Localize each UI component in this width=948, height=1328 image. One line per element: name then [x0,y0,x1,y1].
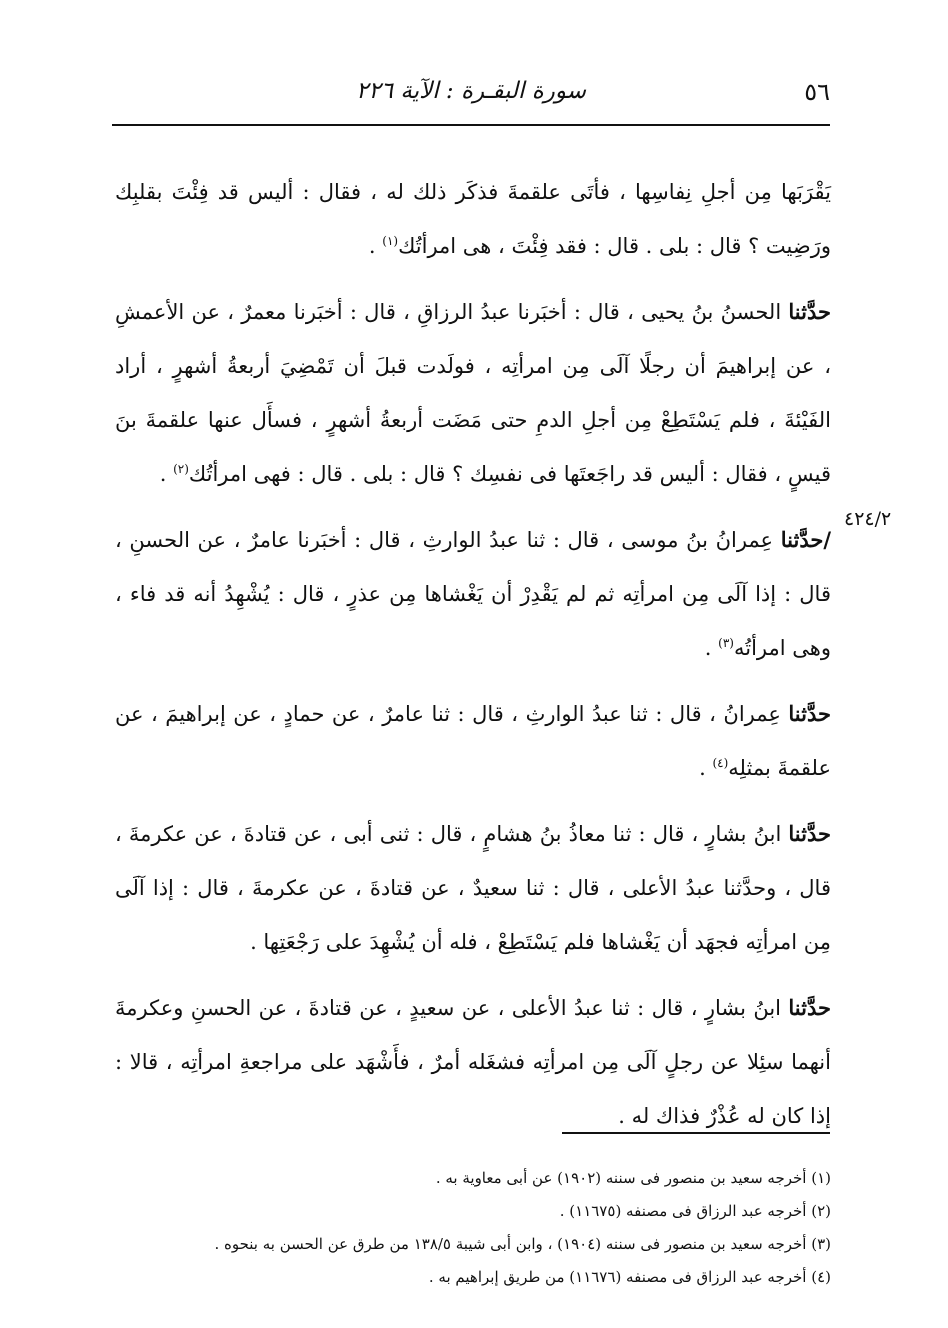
footnote-ref[interactable]: (٢) [173,462,189,476]
running-title: سورة البقـرة : الآية ٢٢٦ [355,78,587,104]
paragraph-text: يَقْرَبَها مِن أجلِ نِفاسِها ، فأتَى علقمةَ فذكَر ذلك له ، فقال : أليس قد فِئْتَ بقلبِك ورَضِيت ؟ قال : بلى . قال : فقد فِئْتَ ، هى امرأتُك [115,180,831,258]
footnote-2: (٢) أخرجه عبد الرزاق فى مصنفه (١١٦٧٥) . [559,1202,831,1220]
footnote-ref[interactable]: (١) [382,234,399,248]
footnote-3: (٣) أخرجه سعيد بن منصور فى سننه (١٩٠٤) ، وابن أبى شيبة ١٣٨/٥ من طرق عن الحسن به بنحوه . [214,1235,831,1253]
paragraph-tail: . [368,234,383,258]
paragraph-lead: حدَّثنا [788,821,831,846]
paragraph [115,687,831,795]
paragraph-text: ابنُ بشارٍ ، قال : ثنا معاذُ بنُ هشامٍ ، قال : ثنى أبى ، عن قتادةَ ، عن عكرمةَ ، قال ، وحدَّثنا عبدُ الأعلى ، قال : ثنا سعيدٌ ، عن قتادةَ ، عن عكرمةَ ، قال : إذا آلَى مِن امرأتِه فجهَد أن يَغْشاها فلم يَسْتَطِعْ ، فله أن يُشْهِدَ على رَجْعَتِها . [115,822,831,954]
footnote-4: (٤) أخرجه عبد الرزاق فى مصنفه (١١٦٧٦) من طريق إبراهيم به . [428,1268,831,1286]
main-text [115,165,831,1143]
paragraph [115,513,831,675]
footnote-rule [562,1132,830,1134]
paragraph [115,981,831,1143]
paragraph [115,807,831,969]
page-header [112,78,830,118]
paragraph-lead: حدَّثنا [788,701,831,726]
footnote-1: (١) أخرجه سعيد بن منصور فى سننه (١٩٠٢) عن أبى معاوية به . [435,1169,831,1187]
header-rule [112,124,830,126]
page-number: ٥٦ [804,78,830,106]
footnote-ref[interactable]: (٣) [718,636,734,650]
paragraph-tail: . [159,462,174,486]
paragraph-tail: . [699,756,713,780]
paragraph-tail: . [704,636,719,660]
footnote-ref[interactable]: (٤) [712,756,729,770]
footnotes [115,1162,831,1294]
paragraph [115,165,831,273]
paragraph [115,285,831,501]
paragraph-text: الحسنُ بنُ يحيى ، قال : أخبَرنا عبدُ الرزاقِ ، قال : أخبَرنا معمرٌ ، عن الأعمشِ ، عن إبراهيمَ أن رجلًا آلَى مِن امرأتِه ، فولَدت قبلَ أن تَمْضِيَ أربعةُ أشهرٍ ، أراد الفَيْئةَ ، فلم يَسْتَطِعْ مِن أجلِ الدمِ حتى مَضَت أربعةُ أشهرٍ ، فسأَل عنها علقمةَ بنَ قيسٍ ، فقال : أليس قد راجَعتَها فى نفسِك ؟ قال : بلى . قال : فهى امرأتُك [115,300,831,486]
margin-reference: ٤٢٤/٢ [844,508,892,530]
paragraph-text: ابنُ بشارٍ ، قال : ثنا عبدُ الأعلى ، عن سعيدٍ ، عن قتادةَ ، عن الحسنِ وعكرمةَ أنهما سئِلا عن رجلٍ آلَى مِن امرأتِه فشغَله أمرٌ ، فأَشْهَد على مراجعةِ امرأتِه ، قالا : إذا كان له عُذْرٌ فذاك له . [115,996,831,1128]
paragraph-lead: /حدَّثنا [780,527,831,552]
paragraph-lead: حدَّثنا [788,299,831,324]
paragraph-text: عِمرانُ بنُ موسى ، قال : ثنا عبدُ الوارثِ ، قال : أخبَرنا عامرٌ ، عن الحسنِ ، قال : إذا آلَى مِن امرأتِه ثم لم يَقْدِرْ أن يَغْشاها مِن عذرٍ ، قال : يُشْهِدُ أنه قد فاء ، وهى امرأتُه [115,528,831,660]
paragraph-lead: حدَّثنا [788,995,831,1020]
paragraph-text: عِمرانُ ، قال : ثنا عبدُ الوارثِ ، قال : ثنا عامرٌ ، عن حمادٍ ، عن إبراهيمَ ، عن علقمةَ بمثلِه [115,702,831,780]
